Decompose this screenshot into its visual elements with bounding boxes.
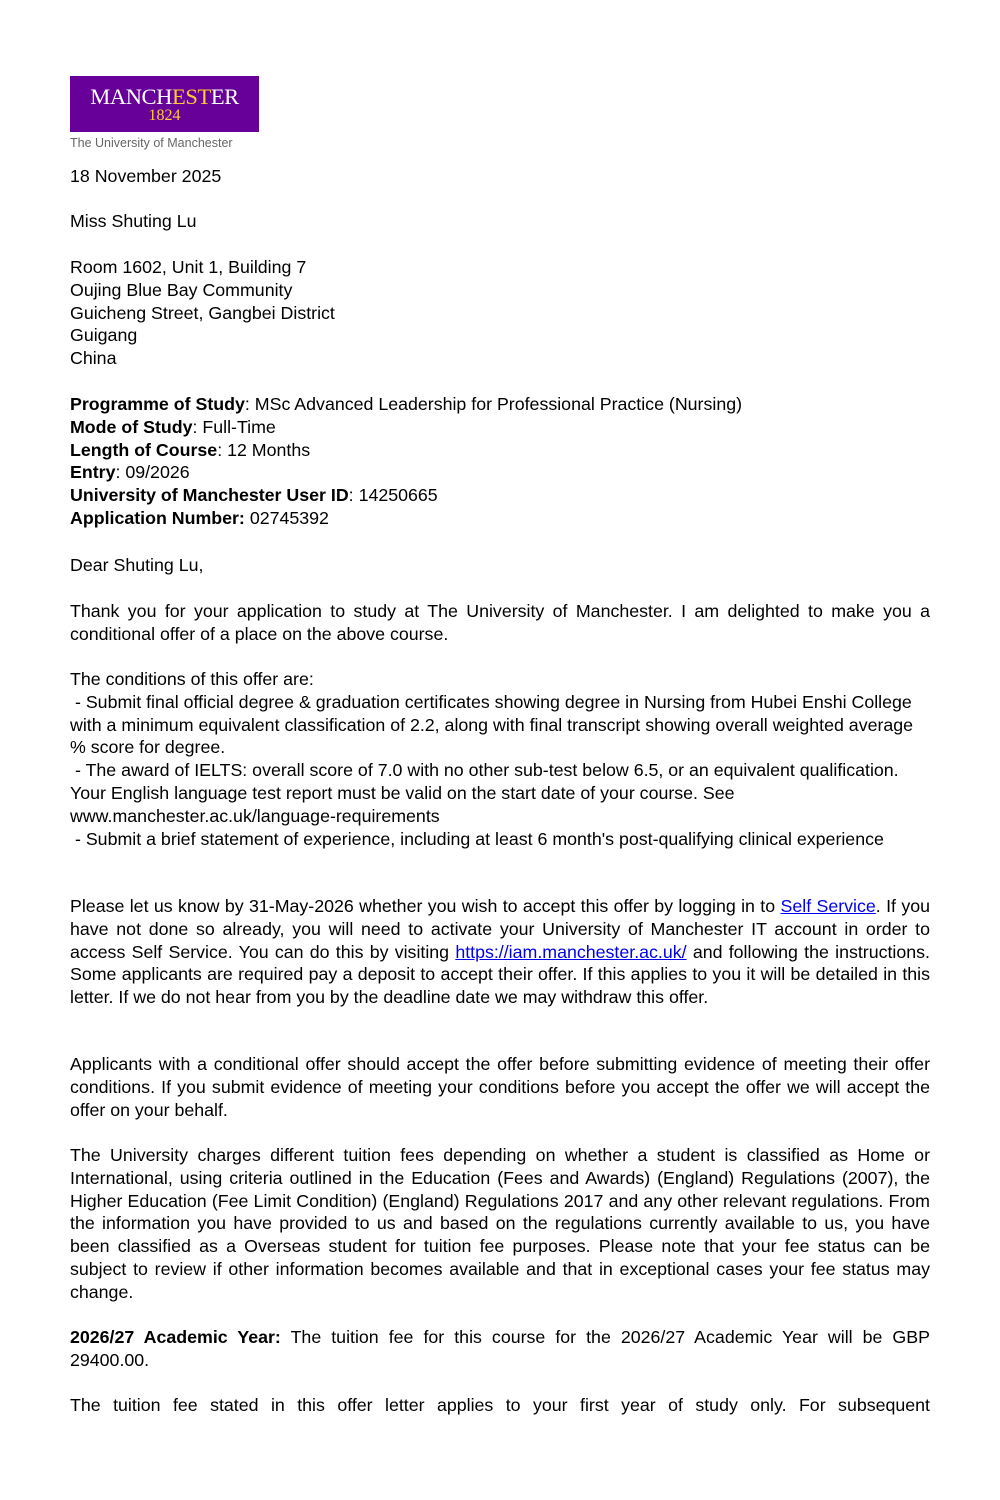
tuition-fee-paragraph: 2026/27 Academic Year: The tuition fee for this course for the 2026/27 Academic Year will be GBP 29400.00. [70,1327,940,1370]
recipient-name: Miss Shuting Lu [70,211,197,231]
logo-subtitle: The University of Manchester [70,136,233,150]
acceptance-paragraph: Please let us know by 31-May-2026 whether you wish to accept this offer by logging in to Self Service. If you have not done so already, you will need to activate your University of Manchester IT account in order to access Self Service. You can do this by visiting https://iam.manchester.ac.uk/ and following the instructions. Some applicants are required pay a deposit to accept their offer. If this applies to you it will be detailed in this letter. If we do not hear from you by the deadline date we may withdraw this offer. [70,896,930,1008]
address-line: Guigang [70,325,138,346]
condition-item: - Submit final official degree & graduation certificates showing degree in Nursing from Hubei Enshi College with a minimum equivalent classification of 2.2, along with final transcript showing overall weighted average % score for degree. [70,691,919,758]
detail-mode: Mode of Study: Full-Time [70,416,276,437]
self-service-link[interactable]: Self Service [780,896,876,916]
address-line: Oujing Blue Bay Community [70,279,293,300]
detail-application-number: Application Number: 02745392 [70,507,329,528]
university-logo [70,76,259,132]
detail-length: Length of Course: 12 Months [70,439,311,460]
letter-date: 18 November 2025 [70,166,222,186]
salutation: Dear Shuting Lu, [70,555,204,575]
offer-letter-page [70,0,940,1500]
iam-link[interactable]: https://iam.manchester.ac.uk/ [455,941,687,962]
address-line: Room 1602, Unit 1, Building 7 [70,257,307,277]
tuition-note-paragraph: The tuition fee stated in this offer letter applies to your first year of study only. For subsequent [70,1395,930,1415]
detail-entry: Entry: 09/2026 [70,462,190,483]
conditions-section [70,668,930,850]
logo-year: 1824 [148,107,181,124]
condition-item: - The award of IELTS: overall score of 7.0 with no other sub-test below 6.5, or an equivalent qualification. Your English language test report must be valid on the start date of your course. See www.manchester.ac.uk/language-requirements [70,760,904,826]
condition-item: - Submit a brief statement of experience, including at least 6 month's post-qualifying clinical experience [70,828,884,849]
address-line: China [70,348,117,369]
logo-wordmark: MANCHESTER [90,84,239,109]
recipient-address [70,256,930,370]
detail-programme: Programme of Study: MSc Advanced Leadership for Professional Practice (Nursing) [70,394,743,414]
address-line: Guicheng Street, Gangbei District [70,302,335,323]
conditional-offer-note: Applicants with a conditional offer should accept the offer before submitting evidence of meeting their offer conditions. If you submit evidence of meeting your conditions before you accept the offer we will accept the offer on your behalf. [70,1054,930,1120]
fee-status-paragraph: The University charges different tuition fees depending on whether a student is classified as Home or International, using criteria outlined in the Education (Fees and Awards) (England) Regulations (2007), the Higher Education (Fee Limit Condition) (England) Regulations 2017 and any other relevant regulations. From the information you have provided to us and based on the regulations currently available to us, you have been classified as a Overseas student for tuition fee purposes. Please note that your fee status can be subject to review if other information becomes available and that in exceptional cases your fee status may change. [70,1145,930,1302]
programme-details [70,393,930,530]
conditions-heading: The conditions of this offer are: [70,669,314,689]
intro-paragraph: Thank you for your application to study at The University of Manchester. I am delighted to make you a conditional offer of a place on the above course. [70,601,930,644]
detail-user-id: University of Manchester User ID: 14250665 [70,485,438,506]
